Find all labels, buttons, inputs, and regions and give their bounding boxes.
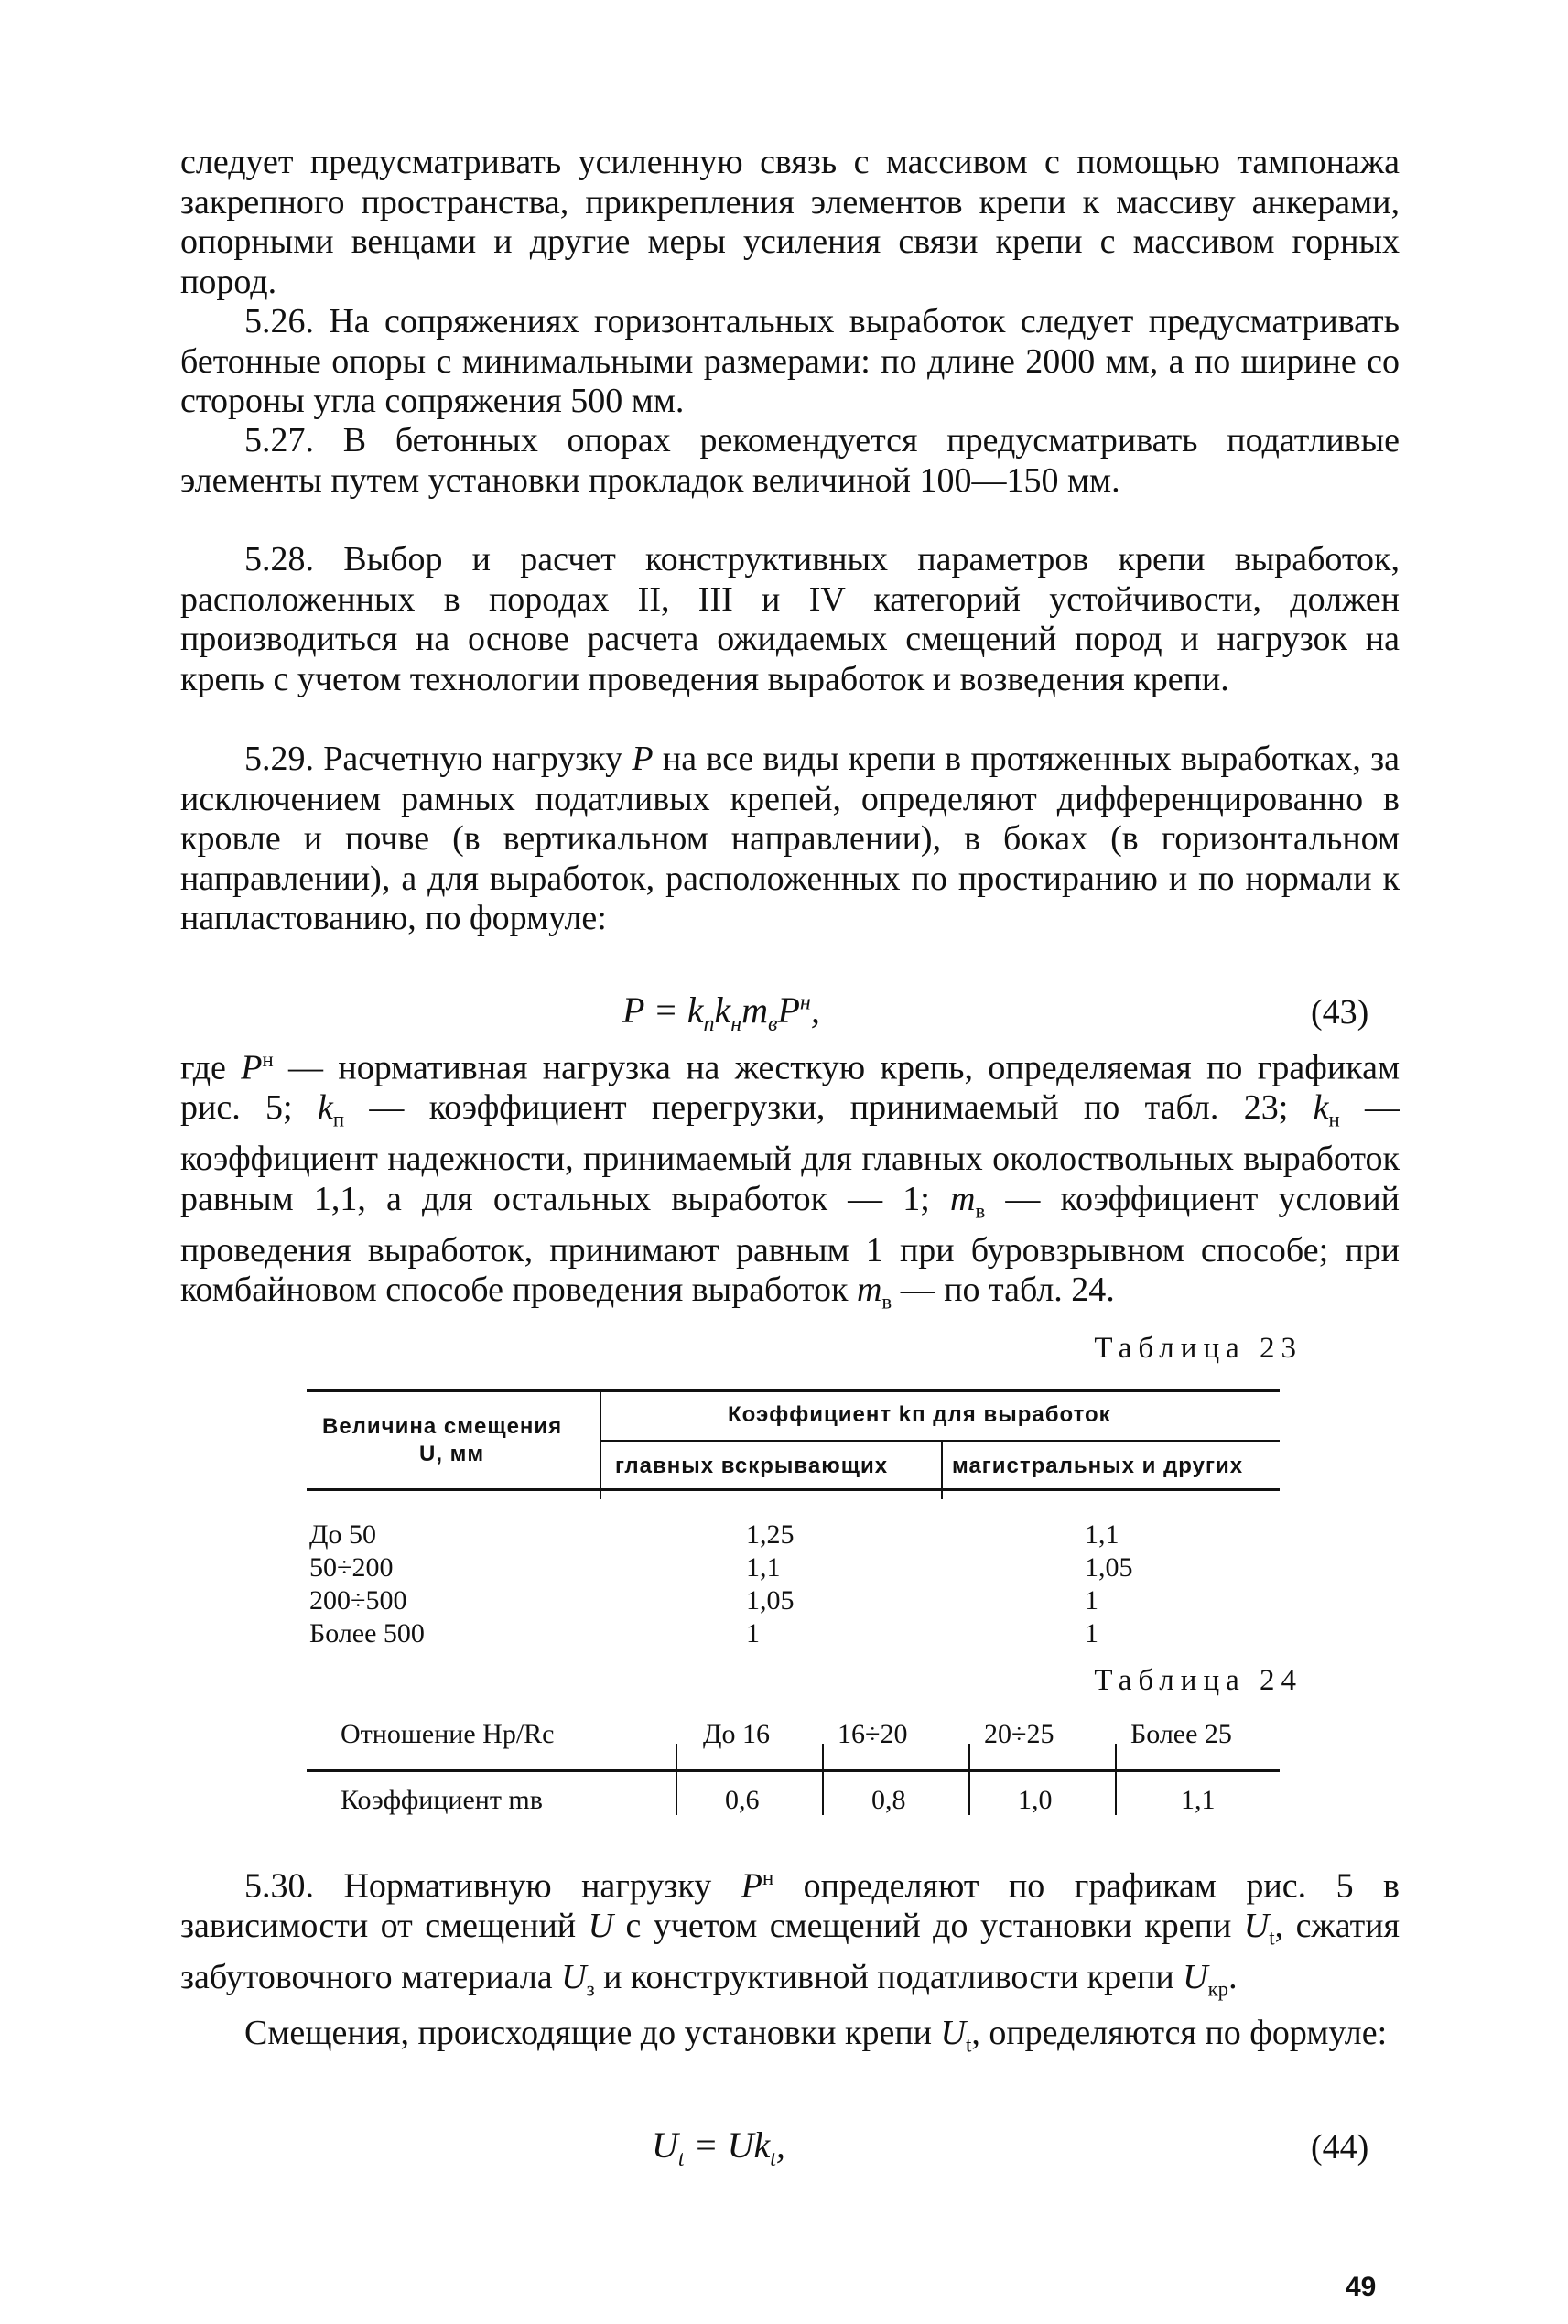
formula-43-mv: $m_в$ — [741, 989, 778, 1036]
table-23-divider-1 — [600, 1391, 601, 1499]
table-23-row-range: 50÷200 — [309, 1552, 394, 1583]
table-23-col1-header-line2: U, мм — [419, 1442, 485, 1466]
table-23-row-other: 1,05 — [1085, 1552, 1133, 1583]
table-24-divider-4 — [1115, 1744, 1117, 1815]
table-24-value: 0,8 — [871, 1785, 906, 1815]
table-23-mid-rule — [600, 1440, 1280, 1442]
paragraph-5-29 — [180, 740, 1400, 939]
table-23-caption: Таблица 23 — [1094, 1332, 1303, 1365]
table-24-header: До 16 — [703, 1719, 770, 1749]
symbol-P: P — [632, 740, 654, 778]
formula-43: $P = k_пk_нm_вP^н$, — [622, 989, 820, 1036]
table-23-row-range: Более 500 — [309, 1618, 425, 1648]
table-23-row-other: 1 — [1085, 1585, 1098, 1616]
table-24-divider-1 — [676, 1744, 677, 1815]
table-24-value: 1,1 — [1181, 1785, 1216, 1815]
table-23-row-main: 1,05 — [746, 1585, 795, 1616]
paragraph-smescheniya: Смещения, происходящие до установки крепи $U_t$, определяются по формуле: — [244, 2014, 1388, 2057]
formula-43-kn: $k_н$ — [714, 989, 742, 1036]
formula-44-lhs: $U_t$ — [652, 2124, 685, 2171]
table-23-divider-2 — [941, 1442, 943, 1499]
table-24-divider-3 — [968, 1744, 970, 1815]
table-23-col3-header: магистральных и других — [952, 1454, 1244, 1478]
p529-lead: 5.29. Расчетную нагрузку — [244, 740, 633, 778]
formula-44: $U_t = Uk_t$, — [652, 2124, 785, 2171]
table-24-row1-label: Отношение Hр/Rс — [341, 1719, 555, 1749]
table-23-row-range: До 50 — [309, 1519, 376, 1550]
table-24-caption: Таблица 24 — [1094, 1664, 1303, 1697]
formula-43-pn: $P^н$ — [777, 989, 811, 1031]
table-24-divider-2 — [822, 1744, 824, 1815]
table-24-header: Более 25 — [1130, 1719, 1232, 1749]
table-23-col1-header-line1: Величина смещения — [322, 1414, 563, 1439]
table-23-row-other: 1,1 — [1085, 1519, 1119, 1550]
paragraph-5-28: 5.28. Выбор и расчет конструктивных параметров крепи выработок, расположенных в породах II, III и IV категорий устойчивости, должен производиться на основе расчета ожидаемых смещений пород и нагрузок на крепь с учетом технологии проведения выработок и возведения крепи. — [180, 540, 1400, 698]
table-23-col2-header: главных вскрывающих — [615, 1454, 889, 1478]
table-24-value: 0,6 — [725, 1785, 760, 1815]
formula-44-number: (44) — [1311, 2128, 1369, 2167]
paragraph-5-26: 5.26. На сопряжениях горизонтальных выработок следует предусматривать бетонные опоры с минимальными размерами: по длине 2000 мм, а по ширине со стороны угла сопряжения 500 мм. — [180, 302, 1400, 420]
paragraph-5-30: 5.30. Нормативную нагрузку $P^н$ определяют по графикам рис. 5 в зависимости от смещений U с учетом смещений до установки крепи $U_t$, сжатия забутовочного материала $U_з$ и конструктивной податливости крепи $U_{кр}$. — [180, 1866, 1400, 2001]
formula-44-eq: = — [684, 2124, 728, 2166]
paragraph-where: где $P^н$ — нормативная нагрузка на жесткую крепь, определяемая по графикам рис. 5; $k_п$ — коэффициент перегрузки, принимаемый по табл. 23; $k_н$ — коэффициент надежности, принимаемый для главных околоствольных выработок равным 1,1, а для остальных выработок — 1; $m_в$ — коэффициент условий проведения выработок, принимают равным 1 при буровзрывном способе; при комбайновом способе проведения выработок $m_в$ — по табл. 24. — [180, 1048, 1400, 1313]
table-23-row-other: 1 — [1085, 1618, 1098, 1648]
formula-43-eq: = — [643, 989, 687, 1031]
formula-43-number: (43) — [1311, 993, 1369, 1032]
table-23-row-range: 200÷500 — [309, 1585, 407, 1616]
table-23-row-main: 1,1 — [746, 1552, 781, 1583]
table-23-row-main: 1,25 — [746, 1519, 795, 1550]
paragraph-5-27: 5.27. В бетонных опорах рекомендуется предусматривать податливые элементы путем установки прокладок величиной 100—150 мм. — [180, 421, 1400, 500]
formula-43-kp: $k_п$ — [687, 989, 715, 1036]
formula-43-lhs: P — [622, 989, 644, 1031]
table-24-row2-label: Коэффициент mв — [341, 1785, 543, 1815]
paragraph-intro: следует предусматривать усиленную связь с массивом с помощью тампонажа закрепного пространства, прикрепления элементов крепи к массиву анкерами, опорными венцами и другие меры усиления связи крепи с массивом горных пород. — [180, 143, 1400, 301]
table-24-header: 16÷20 — [838, 1719, 908, 1749]
p529-body: на все виды крепи в протяженных выработках, за исключением рамных податливых крепей, определяют дифференцированно в кровле и почве (в вертикальном направлении), в боках (в горизонтальном направлении), а для выработок, расположенных по простиранию и по нормали к напластованию, по формуле: — [180, 740, 1400, 937]
table-24-value: 1,0 — [1018, 1785, 1053, 1815]
page-number: 49 — [1346, 2272, 1377, 2302]
table-23-header-rule — [307, 1488, 1280, 1491]
table-23-group-header: Коэффициент kп для выработок — [728, 1402, 1111, 1427]
table-23-row-main: 1 — [746, 1618, 760, 1648]
table-24-header: 20÷25 — [984, 1719, 1054, 1749]
table-23-top-rule — [307, 1389, 1280, 1392]
formula-44-rhs: $Uk_t$ — [727, 2124, 776, 2171]
table-24-rule — [307, 1769, 1280, 1772]
